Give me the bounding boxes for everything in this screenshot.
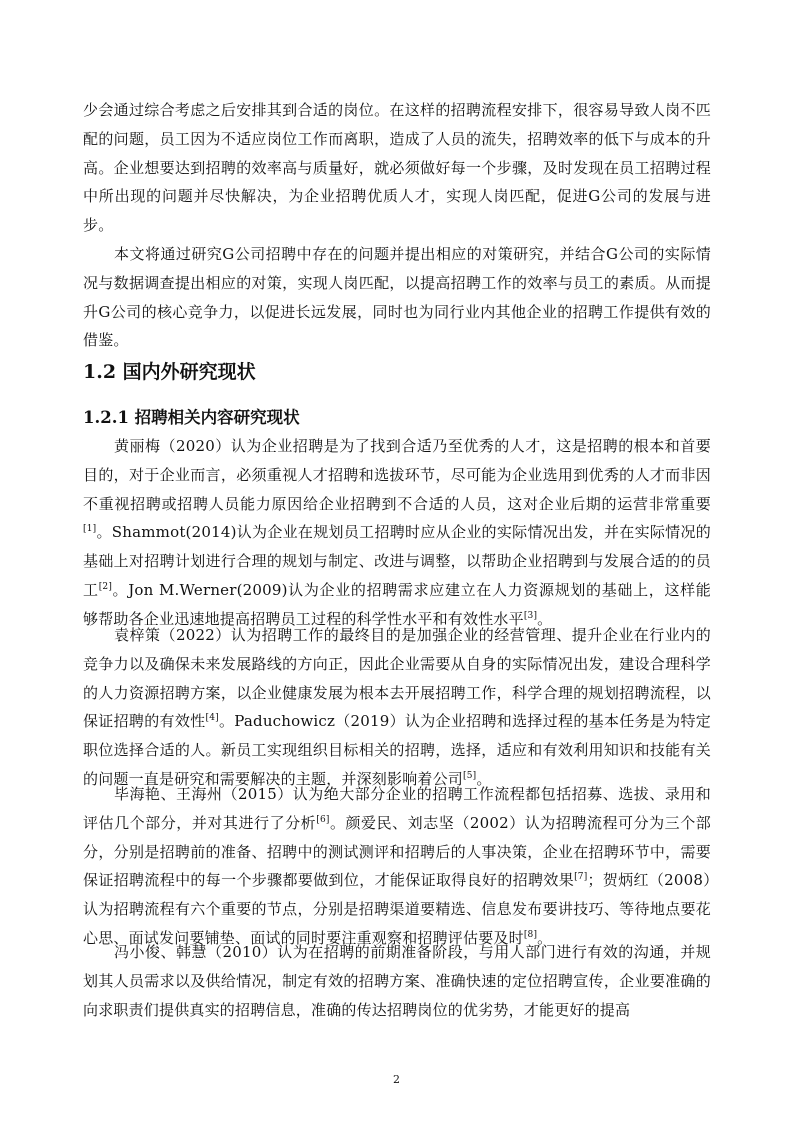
text-run: 黄丽梅（2020）认为企业招聘是为了找到合适乃至优秀的人才，这是招聘的根本和首要目的，对于企业而言，必须重视人才招聘和选拔环节，尽可能为企业选用到优秀的人才而非因不重视招聘或招聘人员能力原因给企业招聘到不合适的人员，这对企业后期的运营非常重要	[83, 437, 711, 513]
text-run: 袁梓策（2022）认为招聘工作的最终目的是加强企业的经营管理、提升企业在行业内的竞争力以及确保未来发展路线的方向正，因此企业需要从自身的实际情况出发，建设合理科学的人力资源招聘方案，以企业健康发展为根本去开展招聘工作，科学合理的规划招聘流程，以保证招聘的有效性	[83, 626, 711, 731]
body-paragraph-4	[83, 621, 711, 794]
section-heading: 1.2 国内外研究现状	[83, 361, 256, 383]
paragraph-text: 冯小俊、韩慧（2010）认为在招聘的前期准备阶段，与用人部门进行有效的沟通，并规划其人员需求以及供给情况，制定有效的招聘方案、准确快速的定位招聘宣传，企业要准确的向求职责们提供真实的招聘信息，准确的传达招聘岗位的优劣势，才能更好的提高	[83, 943, 711, 1019]
body-paragraph-3	[83, 432, 711, 634]
subsection-heading-block	[83, 405, 711, 431]
body-paragraph-2	[83, 240, 711, 355]
paragraph-text	[83, 780, 711, 953]
text-run: 。Paduchowicz（2019）认为企业招聘和选择过程的基本任务是为特定职位选择合适的人。新员工实现组织目标相关的招聘，选择，适应和有效利用知识和技能有关的问题一直是研究和需要解决的主题，并深刻影响着公司	[83, 712, 711, 788]
citation-ref: [2]	[98, 581, 113, 592]
text-run: 。Jon M.Werner(2009)认为企业的招聘需求应建立在人力资源规划的基础上，这样能够帮助各企业迅速地提高招聘员工过程的科学性水平和有效性水平	[83, 580, 711, 628]
citation-ref: [3]	[523, 610, 538, 621]
paragraph-text	[83, 621, 711, 794]
text-run: 。	[537, 609, 553, 628]
text-run: 。	[537, 928, 553, 947]
paragraph-text: 少会通过综合考虑之后安排其到合适的岗位。在这样的招聘流程安排下，很容易导致人岗不匹配的问题，员工因为不适应岗位工作而离职，造成了人员的流失，招聘效率的低下与成本的升高。企业想要达到招聘的效率高与质量好，就必须做好每一个步骤，及时发现在员工招聘过程中所出现的问题并尽快解决，为企业招聘优质人才，实现人岗匹配，促进G公司的发展与进步。	[83, 101, 711, 235]
text-run: 毕海艳、王海州（2015）认为绝大部分企业的招聘工作流程都包括招募、选拔、录用和评估几个部分，并对其进行了分析	[83, 785, 711, 832]
paragraph-text	[83, 432, 711, 634]
body-paragraph-1	[83, 96, 711, 240]
citation-ref: [1]	[83, 524, 97, 535]
text-run: ；贺炳红（2008）认为招聘流程有六个重要的节点，分别是招聘渠道要精选、信息发布要讲技巧、等待地点要花心思、面试发问要铺垫、面试的同时要注重观察和招聘评估要及时	[83, 871, 711, 947]
text-run: 。	[476, 769, 492, 788]
section-heading-block	[83, 358, 711, 386]
page-number: 2	[393, 1073, 400, 1086]
text-run: 。颜爱民、刘志坚（2002）认为招聘流程可分为三个部分，分别是招聘前的准备、招聘中的测试测评和招聘后的人事决策，企业在招聘环节中，需要保证招聘流程中的每一个步骤都要做到位，才能保证取得良好的招聘效果	[83, 813, 711, 890]
citation-ref: [8]	[523, 929, 538, 940]
paragraph-text: 本文将通过研究G公司招聘中存在的问题并提出相应的对策研究，并结合G公司的实际情况与数据调查提出相应的对策，实现人岗匹配，以提高招聘工作的效率与员工的素质。从而提升G公司的核心竞争力，以促进长远发展，同时也为同行业内其他企业的招聘工作提供有效的借鉴。	[83, 245, 711, 350]
body-paragraph-6	[83, 938, 711, 1024]
body-paragraph-5	[83, 780, 711, 953]
citation-ref: [7]	[574, 872, 588, 883]
citation-ref: [6]	[316, 814, 330, 825]
text-run: 。Shammot(2014)认为企业在规划员工招聘时应从企业的实际情况出发，并在实际情况的基础上对招聘计划进行合理的规划与制定、改进与调整，以帮助企业招聘到与发展合适的的员工	[83, 523, 711, 599]
citation-ref: [5]	[463, 770, 477, 781]
citation-ref: [4]	[205, 713, 219, 724]
subsection-heading: 1.2.1 招聘相关内容研究现状	[83, 408, 300, 427]
